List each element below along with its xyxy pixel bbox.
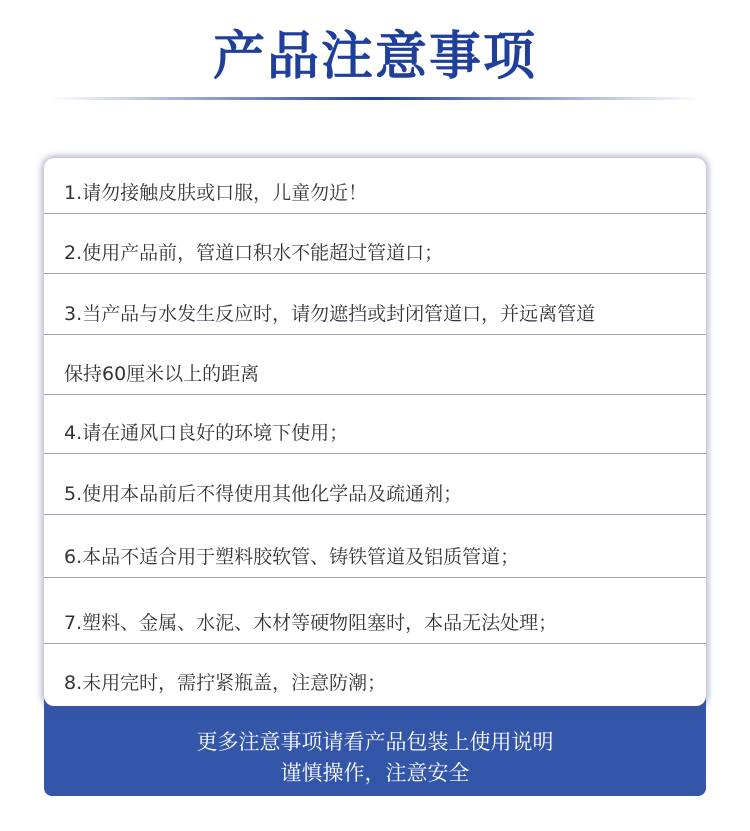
title-divider [50, 97, 700, 100]
note-text: 5.使用本品前后不得使用其他化学品及疏通剂； [64, 483, 463, 505]
note-row-3-continued [44, 335, 706, 395]
note-row-8 [44, 644, 706, 703]
footer-line-2: 谨慎操作，注意安全 [280, 761, 470, 785]
note-text: 3.当产品与水发生反应时，请勿遮挡或封闭管道口，并远离管道 [64, 303, 596, 325]
note-text: 8.未用完时，需拧紧瓶盖，注意防潮； [64, 672, 387, 694]
note-row-1 [44, 158, 706, 214]
note-text: 4.请在通风口良好的环境下使用； [64, 422, 349, 444]
note-text: 保持60厘米以上的距离 [64, 363, 260, 385]
note-row-7 [44, 578, 706, 644]
footer-line-1: 更多注意事项请看产品包装上使用说明 [196, 730, 554, 754]
note-row-3 [44, 274, 706, 335]
note-row-5 [44, 454, 706, 515]
note-text: 6.本品不适合用于塑料胶软管、铸铁管道及铝质管道； [64, 546, 520, 568]
note-row-2 [44, 214, 706, 274]
notes-card [44, 158, 706, 706]
note-text: 7.塑料、金属、水泥、木材等硬物阻塞时，本品无法处理； [64, 612, 558, 634]
note-row-4 [44, 395, 706, 454]
note-row-6 [44, 515, 706, 578]
footer-banner [44, 696, 706, 796]
page-title: 产品注意事项 [212, 27, 537, 87]
note-text: 2.使用产品前，管道口积水不能超过管道口； [64, 242, 444, 264]
note-text: 1.请勿接触皮肤或口服，儿童勿近！ [64, 182, 368, 204]
